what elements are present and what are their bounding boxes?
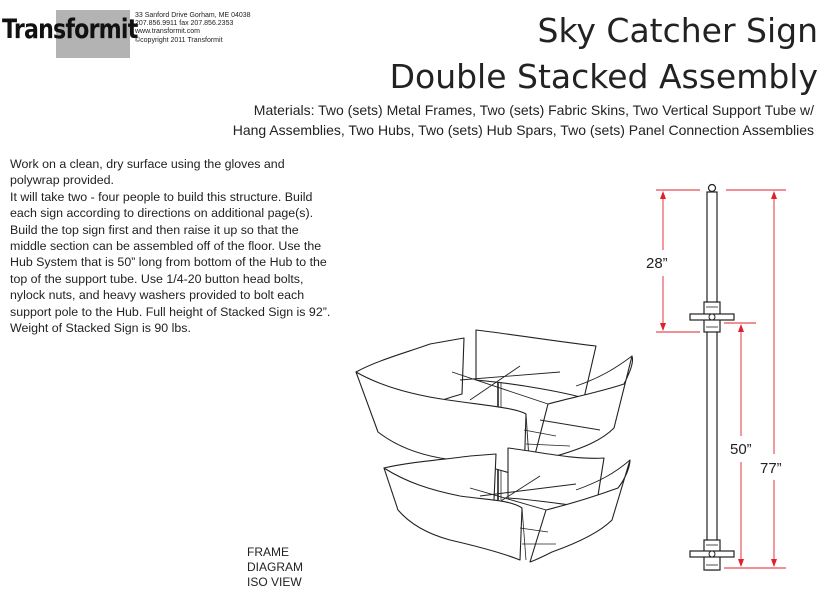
support-tube — [707, 192, 717, 570]
instructions-line: top of the support tube. Use 1/4-20 button head bolts, — [10, 271, 304, 286]
contact-copyright: ©copyright 2011 Transformit — [135, 36, 223, 44]
dim-28-arrow-bottom — [660, 323, 666, 331]
contact-address: 33 Sanford Drive Gorham, ME 04038 — [135, 12, 251, 19]
title-line-1: Sky Catcher Sign — [537, 11, 818, 50]
contact-website: www.transformit.com — [135, 28, 200, 36]
dim-label-28: 28” — [646, 255, 668, 272]
materials-line-1: Materials: Two (sets) Metal Frames, Two (sets) Fabric Skins, Two Vertical Support Tube w/ — [253, 102, 814, 118]
logo-text: Transformit — [2, 14, 138, 45]
dim-label-77: 77” — [760, 460, 782, 477]
upper-hub-bolt — [709, 314, 715, 320]
instructions-line: support pole to the Hub. Full height of Stacked Sign is 92”. — [10, 304, 331, 319]
caption-line: FRAME — [247, 545, 289, 559]
top-panel-back-right — [476, 330, 596, 398]
instructions-line: nylock nuts, and heavy washers provided to bolt each — [10, 288, 305, 303]
dimension-lines — [656, 190, 786, 568]
instructions-line: Hub System that is 50” long from bottom of the Hub to the — [10, 255, 327, 270]
instructions-line: middle section can be assembled off of the floor. Use the — [10, 239, 322, 254]
materials-line-2: Hang Assemblies, Two Hubs, Two (sets) Hub Spars, Two (sets) Panel Connection Assemblies — [232, 122, 814, 138]
dim-label-50: 50” — [730, 441, 752, 458]
contact-phone: 207.856.9911 fax 207.856.2353 — [135, 20, 234, 28]
instructions-line: Work on a clean, dry surface using the gloves and — [10, 157, 285, 171]
caption-line: DIAGRAM — [247, 560, 304, 574]
dim-50-arrow-top — [738, 324, 744, 332]
lower-hub-bolt — [709, 551, 715, 557]
instructions-line: Build the top sign first and then raise it up so that the — [10, 222, 299, 237]
dim-77-arrow-top — [771, 191, 777, 199]
instructions-line: It will take two - four people to build this structure. Build — [10, 189, 313, 204]
dim-50-arrow-bottom — [738, 559, 744, 567]
title-line-2: Double Stacked Assembly — [389, 57, 818, 96]
hang-ring — [709, 185, 716, 192]
support-pole-elevation — [690, 185, 734, 571]
caption-line: ISO VIEW — [247, 575, 302, 589]
instructions-line: each sign according to directions on additional page(s). — [10, 206, 314, 221]
instructions-line: polywrap provided. — [10, 173, 115, 188]
frame-iso-diagram — [356, 330, 633, 562]
instructions-line: Weight of Stacked Sign is 90 lbs. — [10, 321, 191, 336]
dim-28-arrow-top — [660, 191, 666, 199]
dim-77-arrow-bottom — [771, 559, 777, 567]
